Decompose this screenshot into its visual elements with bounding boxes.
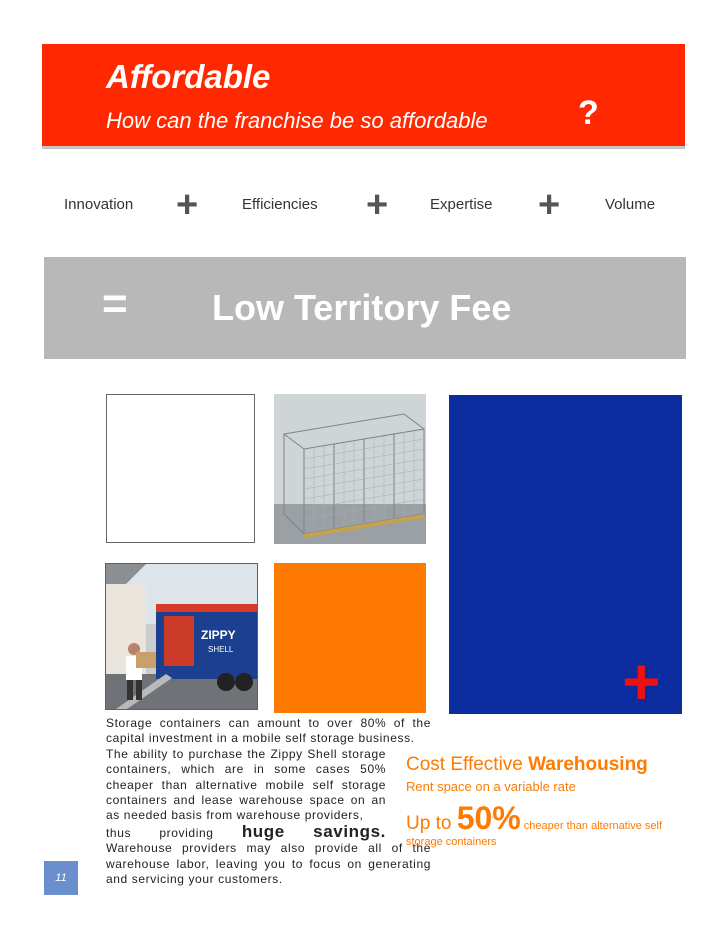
moving-truck-photo xyxy=(105,563,258,710)
question-mark: ? xyxy=(578,94,599,132)
percent-value: 50% xyxy=(456,800,521,836)
body-text xyxy=(106,716,431,887)
orange-panel xyxy=(274,563,426,713)
paragraph-purchase: The ability to purchase the Zippy Shell storage containers, which are in some cases 50% cheaper than alternative mobile self storage containers and lease warehouse space on an as needed basis from warehouse providers, xyxy=(106,746,386,823)
savings-huge: huge xyxy=(241,821,285,841)
savings-percent-row xyxy=(406,800,662,837)
storage-containers-label: storage containers xyxy=(406,836,497,848)
page-subtitle: How can the franchise be so affordable xyxy=(106,108,488,133)
savings-line xyxy=(106,821,386,841)
truck-logo-shell: SHELL xyxy=(208,645,234,654)
equals-icon: = xyxy=(102,279,128,328)
paragraph-capital: Storage containers can amount to over 80% of the capital investment in a mobile self storage business. xyxy=(106,716,431,746)
page-title: Affordable xyxy=(106,58,271,95)
storage-cage-illustration xyxy=(274,394,426,544)
storage-cage-photo xyxy=(274,394,426,544)
savings-thus: thus xyxy=(106,825,132,840)
red-plus-mark: + xyxy=(622,644,661,718)
term-innovation: Innovation xyxy=(64,196,134,213)
truck-illustration xyxy=(106,564,258,710)
header-banner xyxy=(42,44,685,149)
truck-logo-zippy: ZIPPY xyxy=(201,628,236,642)
page-number-badge: 11 xyxy=(44,861,78,895)
savings-providing: providing xyxy=(159,825,214,840)
warehousing-subheading: Rent space on a variable rate xyxy=(406,779,576,794)
warehousing-heading xyxy=(406,754,648,776)
result-banner xyxy=(44,257,686,359)
empty-image-frame xyxy=(106,394,255,543)
plus-icon: + xyxy=(176,184,199,226)
plus-icon: + xyxy=(538,184,561,226)
term-volume: Volume xyxy=(605,196,656,213)
paragraph-labor: Warehouse providers may also provide all of the warehouse labor, leaving you to focus on generating and servicing your customers. xyxy=(106,841,431,887)
heading-bold: Warehousing xyxy=(528,754,648,775)
term-efficiencies: Efficiencies xyxy=(242,196,318,213)
heading-normal: Cost Effective xyxy=(406,754,529,775)
result-text: Low Territory Fee xyxy=(212,287,512,328)
term-expertise: Expertise xyxy=(430,196,493,213)
plus-icon: + xyxy=(366,184,389,226)
savings-word: savings. xyxy=(313,821,386,841)
equation-row xyxy=(0,186,728,226)
cheaper-label: cheaper than alternative self xyxy=(520,820,663,832)
upto-label: Up to xyxy=(406,813,457,834)
